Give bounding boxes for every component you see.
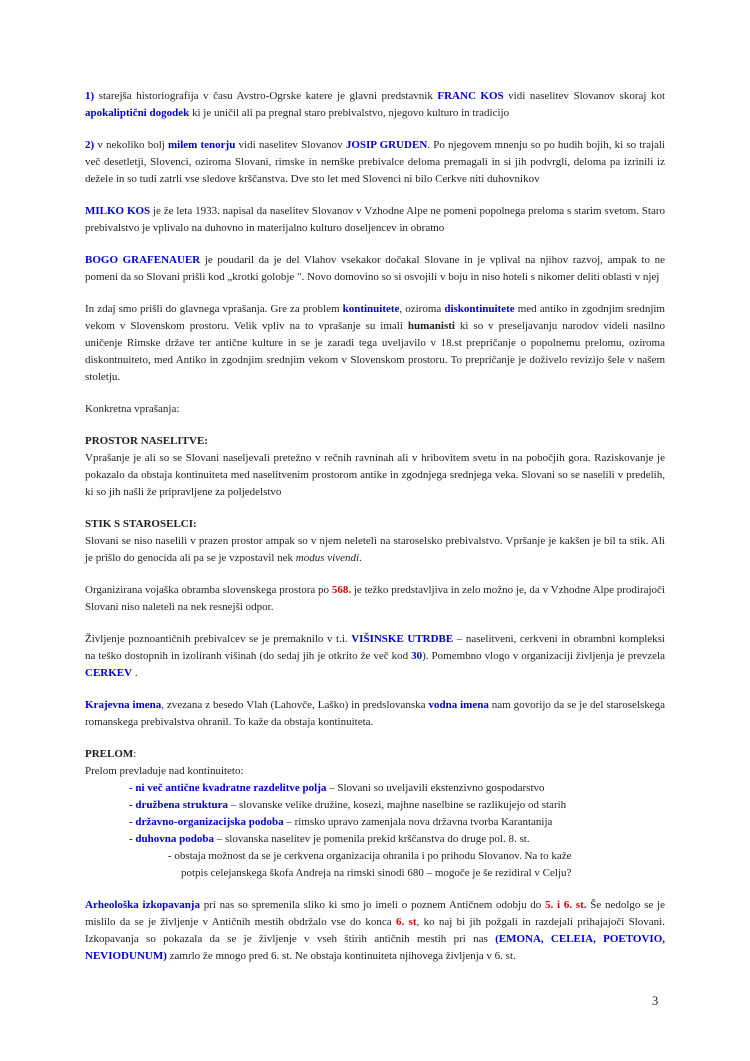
paragraph (85, 137, 665, 188)
highlight-blue: FRANC KOS (437, 90, 504, 102)
text-segment: PRELOM (85, 748, 134, 760)
list-item (85, 780, 665, 797)
text-segment: nam govorijo da se je del staroselskega romanskega prebivalstva ohranil. To kaže da obstaja kontinuiteta. (85, 699, 665, 728)
text-segment: je poudaril da je del Vlahov vsekakor dočakal Slovane in je vplival na njihov razvoj, ampak to ne pomeni da so Slovani prišli kod „krotki golobje ". Novo domovino so si osvojili v boju in niso hoteli s nikomer deliti oblasti v njej (85, 254, 665, 283)
highlight-blue: (EMONA, CELEIA, POETOVIO, NEVIODUNUM) (85, 933, 665, 962)
text-segment: . (359, 552, 362, 564)
text-segment: potpis celejanskega škofa Andreja na rimski sinodi 680 – mogoče je še rezidiral v Celju? (181, 867, 572, 879)
list-item (85, 797, 665, 814)
highlight-blue: 30 (411, 650, 423, 662)
text-segment: starejša historiografija v času Avstro-Ogrske katere je glavni predstavnik (94, 90, 438, 102)
text-segment: vidi naselitev Slovanov skoraj kot (503, 90, 666, 102)
text-segment: vidi naselitev Slovanov (235, 139, 346, 151)
page-number: 3 (652, 994, 659, 1008)
paragraph (85, 252, 665, 286)
text-segment: je že leta 1933. napisal da naselitev Slovanov v Vzhodne Alpe ne pomeni popolnega preloma s starim svetom. Staro prebivalstvo je vplivalo na duhovno in materijalno kulturo doseljencev in obratno (85, 205, 665, 234)
highlight-blue: 1) (85, 90, 95, 102)
text-segment: je težko predstavljiva in zelo možno je, da v Vzhodne Alpe prodirajoči Slovani niso naleteli na nek resnejši odpor. (85, 584, 666, 613)
text-segment: med antiko in zgodnjim srednjim vekom v Slovenskom prostoru. Velik vpliv na to vprašanje su imali (85, 303, 665, 332)
paragraph (85, 582, 665, 616)
text-segment: – naselitveni, cerkveni in obrambni kompleksi na teško dostopnih in izoliranh višinah (do sedaj jih je otkrito že več kod (85, 633, 665, 662)
text-segment: humanisti (407, 320, 455, 332)
text-segment: Še nedolgo se je mislilo da se je življenje v Antičnih mestih obdržalo vse do konca (85, 899, 665, 928)
text-segment: – slovanska naselitev je pomenila prekid krščanstva do druge pol. 8. st. (214, 833, 530, 845)
highlight-blue: - državno-organizacijska podoba (129, 816, 284, 828)
highlight-blue: JOSIP GRUDEN (345, 139, 428, 151)
text-segment: , ko naj bi jih požgali in razdejali prihajajoči Slovani. Izkopavanja so pokazala da se je življenje v vseh štirih antičnih mestih pri nas (85, 916, 665, 945)
text-segment: pri nas so spremenila sliko ki smo jo imeli o poznem Antičnem odobju do (199, 899, 546, 911)
highlight-blue: Krajevna imena (85, 699, 162, 711)
highlight-blue: VIŠINSKE UTRDBE (351, 633, 454, 645)
text-segment: PROSTOR NASELITVE: (85, 435, 208, 447)
text-segment: – rimsko upravo zamenjala nova državna tvorba Karantanija (283, 816, 553, 828)
text-segment: modus vivendi (295, 552, 360, 564)
highlight-blue: kontinuitete (342, 303, 400, 315)
text-segment: ). Pomembno vlogo v organizaciji življenja je prevzela (422, 650, 665, 662)
document-content (85, 88, 665, 965)
section-heading (85, 746, 665, 763)
text-segment: STIK S STAROSELCI: (85, 518, 197, 530)
section-heading (85, 433, 665, 450)
highlight-blue: milem tenorju (168, 139, 236, 151)
text-segment: Vprašanje je ali so se Slovani naseljevali pretežno v rečnih ravninah ali v hribovitem svetu in na pobočjih gora. Raziskovanje je pokazalo da obstaja kontinuiteta med naselitvenim prostorom antike in zgodnjega srednjega veka. Slovani so se naselili v predelih, ki so jih našli že pripravljene za poljedelstvo (85, 452, 665, 498)
text-segment: . (132, 667, 138, 679)
text-segment: : (133, 748, 137, 760)
highlight-blue: - družbena struktura (129, 799, 229, 811)
text-segment: Življenje poznoantičnih prebivalcev se je premaknilo v t.i. (85, 633, 352, 645)
sub-list-item-continuation (85, 865, 665, 882)
highlight-blue: CERKEV (85, 667, 133, 679)
text-segment: In zdaj smo prišli do glavnega vprašanja. Gre za problem (85, 303, 343, 315)
highlight-blue: apokaliptični dogodek (85, 107, 190, 119)
list-item (85, 814, 665, 831)
highlight-blue: - ni več antične kvadratne razdelitve polja (129, 782, 327, 794)
text-segment: Organizirana vojaška obramba slovenskega prostora po (85, 584, 332, 596)
paragraph (85, 897, 665, 965)
highlight-blue: vodna imena (428, 699, 489, 711)
paragraph (85, 631, 665, 682)
text-segment: Slovani se niso naselili v prazen prostor ampak so v njem neleteli na staroselsko prebivalstvo. Vpršanje je kakšen je bil ta stik. Ali je prišlo do genocida ali pa se je vzpostavil nek (85, 535, 665, 564)
text-segment: - obstaja možnost da se je cerkvena organizacija ohranila i po prihodu Slovanov. Na to kaže (168, 850, 572, 862)
paragraph (85, 401, 665, 418)
highlight-blue: Arheološka izkopavanja (85, 899, 200, 911)
text-segment: v nekoliko bolj (94, 139, 169, 151)
highlight-blue: BOGO GRAFENAUER (85, 254, 201, 266)
highlight-red: 5. i 6. st. (545, 899, 587, 911)
text-segment: ki so v preseljavanju narodov videli nasilno uničenje Rimske države ter antične kulture in se je zaradi tega uveljavilo v 18.st prepričanje o popolnemu prelomu, oziroma diskontnuiteto, med Antiko in zgodnjim srednjim vekom v Slovenskom prostoru. To prepričanje je doživelo revizijo šele v našem stoletju. (85, 320, 665, 383)
paragraph (85, 450, 665, 501)
text-segment: ki je uničil ali pa pregnal staro prebivalstvo, njegovo kulturo in tradicijo (189, 107, 510, 119)
text-segment: , oziroma (399, 303, 445, 315)
section-heading (85, 516, 665, 533)
sub-list-item (85, 848, 665, 865)
text-segment: . Po njegovem mnenju so po hudih bojih, ki so trajali več desetletji, Slovenci, oziroma Slovani, rimske in nemške prebivalce deloma premagali in si jih podvrgli, deloma pa izrinili iz dežele in so tudi zatrli vse sledove krščanstva. Dve sto let med Slovenci ni bilo Cerkve niti duhovnikov (85, 139, 665, 185)
highlight-blue: 2) (85, 139, 95, 151)
paragraph (85, 203, 665, 237)
paragraph (85, 763, 665, 780)
highlight-blue: diskontinuitete (444, 303, 515, 315)
paragraph (85, 88, 665, 122)
paragraph (85, 697, 665, 731)
highlight-red: 6. st (395, 916, 417, 928)
paragraph (85, 533, 665, 567)
text-segment: , zvezana z besedo Vlah (Lahovče, Laško) in predslovanska (161, 699, 429, 711)
list-item (85, 831, 665, 848)
highlight-blue: MILKO KOS (85, 205, 151, 217)
paragraph (85, 301, 665, 386)
text-segment: zamrlo že mnogo pred 6. st. Ne obstaja kontinuiteta njihovega življenja v 6. st. (166, 950, 516, 962)
highlight-red: 568. (331, 584, 352, 596)
text-segment: Prelom prevladuje nad kontinuiteto: (85, 765, 244, 777)
text-segment: – Slovani so uveljavili ekstenzivno gospodarstvo (326, 782, 545, 794)
highlight-blue: - duhovna podoba (129, 833, 214, 845)
text-segment: – slovanske velike družine, kosezi, majhne naselbine se razlikujejo od starih (228, 799, 567, 811)
text-segment: Konkretna vprašanja: (85, 403, 180, 415)
